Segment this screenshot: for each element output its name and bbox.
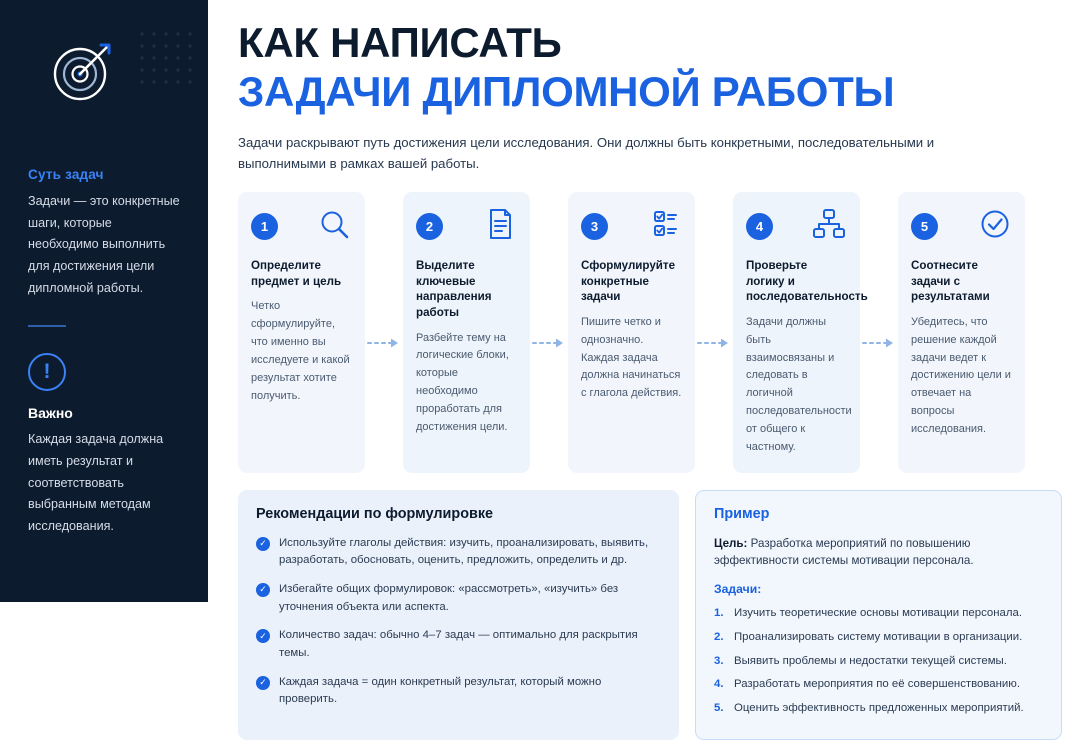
step-title-5: Соотнесите задачи с результатами xyxy=(911,258,1012,305)
step-head-3 xyxy=(581,206,682,246)
step-number-3: 3 xyxy=(581,213,608,240)
recommendations-panel xyxy=(238,490,679,740)
check-circle-icon xyxy=(976,206,1012,247)
example-task-item xyxy=(714,653,1043,670)
example-task-item xyxy=(714,605,1043,622)
page-title-line2: ЗАДАЧИ ДИПЛОМНОЙ РАБОТЫ xyxy=(238,71,1062,114)
steps-row xyxy=(238,192,1062,472)
example-task-number: 4. xyxy=(714,676,727,693)
check-icon: ✓ xyxy=(256,537,270,551)
recommendations-title: Рекомендации по формулировке xyxy=(256,506,661,522)
example-task-text: Выявить проблемы и недостатки текущей системы. xyxy=(734,653,1007,670)
example-task-text: Изучить теоретические основы мотивации персонала. xyxy=(734,605,1022,622)
step-head-1 xyxy=(251,206,352,246)
arrow-4-5 xyxy=(860,192,898,472)
arrow-3-4 xyxy=(695,192,733,472)
step-card-2 xyxy=(403,192,530,472)
example-tasks-label: Задачи: xyxy=(714,582,1043,596)
recommendation-text: Каждая задача = один конкретный результат, который можно проверить. xyxy=(279,674,661,709)
step-title-2: Выделите ключевые направления работы xyxy=(416,258,517,320)
sidebar-block-text-important: Каждая задача должна иметь результат и соответствовать выбранным методам исследования. xyxy=(28,429,184,537)
exclamation-circle-icon xyxy=(28,353,66,391)
example-title: Пример xyxy=(714,506,1043,522)
arrow-1-2 xyxy=(365,192,403,472)
page-title-line1: КАК НАПИСАТЬ xyxy=(238,22,1062,65)
step-head-5 xyxy=(911,206,1012,246)
example-panel xyxy=(695,490,1062,740)
example-task-item xyxy=(714,700,1043,717)
document-lines-icon xyxy=(483,206,517,247)
step-card-3 xyxy=(568,192,695,472)
step-number-2: 2 xyxy=(416,213,443,240)
check-icon: ✓ xyxy=(256,676,270,690)
step-title-1: Определите предмет и цель xyxy=(251,258,352,289)
step-text-3: Пишите четко и однозначно. Каждая задача должна начинаться с глагола действия. xyxy=(581,314,682,403)
step-title-4: Проверьте логику и последовательность xyxy=(746,258,847,305)
check-icon: ✓ xyxy=(256,629,270,643)
step-card-4 xyxy=(733,192,860,472)
sidebar xyxy=(0,0,208,602)
example-task-text: Проанализировать систему мотивации в организации. xyxy=(734,629,1022,646)
bottom-panels xyxy=(238,490,1062,740)
check-icon: ✓ xyxy=(256,583,270,597)
example-task-number: 5. xyxy=(714,700,727,717)
step-text-2: Разбейте тему на логические блоки, которые необходимо проработать для достижения цели. xyxy=(416,330,517,437)
recommendation-item xyxy=(256,535,661,570)
recommendation-text: Количество задач: обычно 4–7 задач — оптимально для раскрытия темы. xyxy=(279,627,661,662)
dots-pattern-icon xyxy=(138,30,192,88)
example-task-item xyxy=(714,676,1043,693)
main-content xyxy=(208,0,1088,602)
recommendation-text: Используйте глаголы действия: изучить, проанализировать, выявить, разработать, обосновать, оценить, предложить, определить и др. xyxy=(279,535,661,570)
page-subtitle: Задачи раскрывают путь достижения цели исследования. Они должны быть конкретными, последовательными и выполнимыми в рамках вашей работы. xyxy=(238,132,938,175)
exclamation-mark: ! xyxy=(44,360,51,384)
example-task-item xyxy=(714,629,1043,646)
step-card-5 xyxy=(898,192,1025,472)
step-card-1 xyxy=(238,192,365,472)
example-task-number: 3. xyxy=(714,653,727,670)
example-goal-label: Цель: xyxy=(714,537,747,550)
step-head-2 xyxy=(416,206,517,246)
example-goal-text: Разработка мероприятий по повышению эффективности системы мотивации персонала. xyxy=(714,537,974,568)
sidebar-block-text-essence: Задачи — это конкретные шаги, которые необходимо выполнить для достижения цели дипломной работы. xyxy=(28,191,184,299)
arrow-2-3 xyxy=(530,192,568,472)
recommendation-text: Избегайте общих формулировок: «рассмотреть», «изучить» без уточнения объекта или аспекта. xyxy=(279,581,661,616)
step-text-1: Четко сформулируйте, что именно вы исследуете и какой результат хотите получить. xyxy=(251,298,352,405)
hierarchy-icon xyxy=(811,206,847,247)
recommendation-item xyxy=(256,581,661,616)
step-head-4 xyxy=(746,206,847,246)
step-number-5: 5 xyxy=(911,213,938,240)
example-task-text: Разработать мероприятия по её совершенствованию. xyxy=(734,676,1020,693)
recommendation-item xyxy=(256,674,661,709)
magnifier-icon xyxy=(316,206,352,247)
sidebar-divider xyxy=(28,325,66,327)
step-title-3: Сформулируйте конкретные задачи xyxy=(581,258,682,305)
step-number-4: 4 xyxy=(746,213,773,240)
step-text-5: Убедитесь, что решение каждой задачи ведет к достижению цели и отвечает на вопросы исследования. xyxy=(911,314,1012,439)
example-goal xyxy=(714,535,1043,571)
checklist-icon xyxy=(648,206,682,247)
recommendation-item xyxy=(256,627,661,662)
example-task-number: 2. xyxy=(714,629,727,646)
step-number-1: 1 xyxy=(251,213,278,240)
example-task-text: Оценить эффективность предложенных мероприятий. xyxy=(734,700,1024,717)
sidebar-block-title-essence: Суть задач xyxy=(28,167,184,182)
sidebar-block-title-important: Важно xyxy=(28,405,184,421)
step-text-4: Задачи должны быть взаимосвязаны и следовать в логичной последовательности от общего к частному. xyxy=(746,314,847,457)
example-task-number: 1. xyxy=(714,605,727,622)
